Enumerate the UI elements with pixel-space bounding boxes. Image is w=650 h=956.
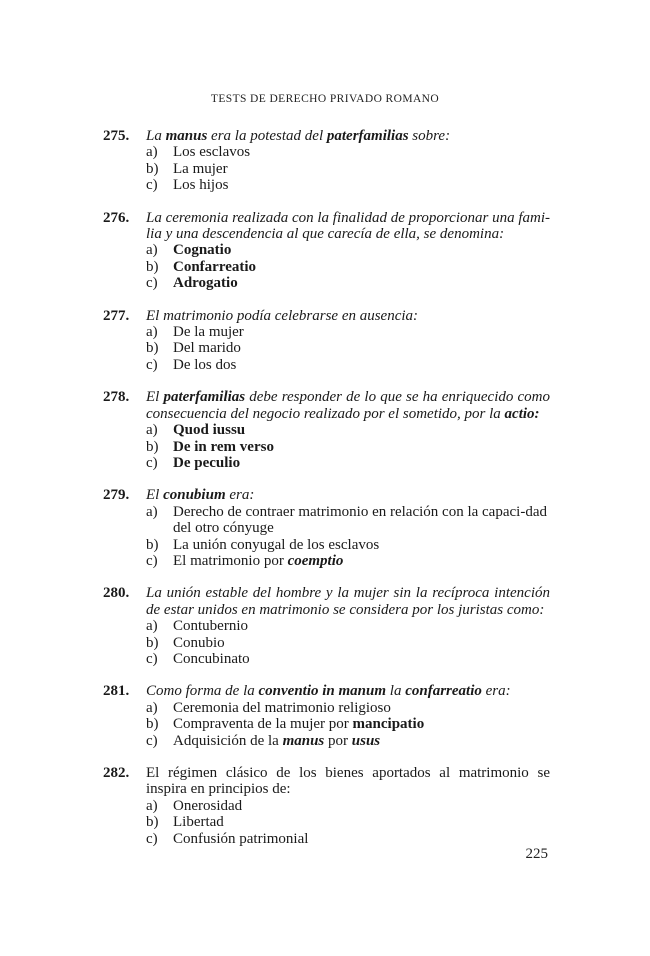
option-letter: c)	[146, 454, 158, 471]
option-letter: a)	[146, 699, 158, 716]
option-text	[173, 275, 550, 291]
question-text-segment: era:	[225, 487, 255, 504]
answer-options	[146, 144, 550, 193]
option-text-segment: Ceremonia del matrimonio religioso	[173, 699, 391, 716]
option-letter: c)	[146, 275, 158, 292]
option-letter: c)	[146, 177, 158, 194]
option-letter: c)	[146, 650, 158, 667]
answer-option	[146, 340, 550, 356]
question-key-term: manus	[165, 128, 208, 144]
question-item	[103, 585, 550, 667]
question-key-term: confarreatio	[405, 683, 482, 700]
answer-option	[146, 700, 550, 716]
option-letter: a)	[146, 422, 158, 439]
answer-option	[146, 716, 550, 732]
option-text	[173, 439, 550, 455]
option-text	[173, 814, 550, 830]
question-number: 277.	[103, 307, 130, 324]
answer-options	[146, 700, 550, 749]
option-text	[173, 144, 550, 160]
answer-option	[146, 275, 550, 291]
option-letter: b)	[146, 716, 159, 733]
answer-option	[146, 144, 550, 160]
option-key-term: Quod iussu	[173, 422, 246, 439]
option-text	[173, 455, 550, 471]
option-letter: a)	[146, 324, 158, 341]
option-text	[173, 537, 550, 553]
answer-option	[146, 814, 550, 830]
question-text	[146, 585, 550, 618]
option-letter: c)	[146, 356, 158, 373]
answer-options	[146, 504, 550, 570]
option-text-segment: Derecho de contraer matrimonio en relación con la capaci-dad del otro cónyuge	[173, 503, 547, 537]
question-item	[103, 128, 550, 194]
answer-option	[146, 651, 550, 667]
question-number: 278.	[103, 389, 130, 406]
option-text-segment: Los hijos	[173, 177, 229, 194]
option-text	[173, 324, 550, 340]
option-key-term: mancipatio	[352, 716, 425, 733]
answer-option	[146, 242, 550, 258]
running-header: TESTS DE DERECHO PRIVADO ROMANO	[210, 93, 440, 105]
question-number: 282.	[103, 765, 130, 781]
question-key-term: conventio in manum	[258, 683, 387, 700]
option-text	[173, 716, 550, 732]
option-text	[173, 259, 550, 275]
option-key-term: De peculio	[173, 454, 241, 471]
option-text-segment: Concubinato	[173, 650, 250, 667]
question-text-segment: era:	[481, 683, 511, 700]
answer-option	[146, 504, 550, 537]
option-text-segment: por	[324, 732, 352, 749]
option-text	[173, 553, 550, 569]
question-key-term: conubium	[163, 487, 226, 504]
option-letter: a)	[146, 503, 158, 520]
question-number: 280.	[103, 585, 130, 602]
option-letter: a)	[146, 618, 158, 635]
option-letter: b)	[146, 438, 159, 455]
question-key-term: paterfamilias	[326, 128, 409, 144]
question-text-segment: La unión estable del hombre y la mujer sin la recíproca intención de estar unidos en matrimonio se considera por los juristas como:	[146, 585, 550, 618]
question-key-term: actio:	[504, 405, 540, 422]
question-text-segment: debe responder de lo que se ha enriquecido como consecuencia del negocio realizado por el sometido, por la	[146, 389, 550, 422]
answer-option	[146, 733, 550, 749]
question-text-segment: El régimen clásico de los bienes aportados al matrimonio se inspira en principios de:	[146, 765, 550, 798]
answer-options	[146, 324, 550, 373]
option-letter: b)	[146, 258, 159, 275]
option-letter: b)	[146, 340, 159, 357]
option-text	[173, 798, 550, 814]
option-key-term: coemptio	[287, 552, 344, 569]
option-text-segment: Los esclavos	[173, 144, 251, 161]
question-item	[103, 765, 550, 847]
answer-options	[146, 242, 550, 291]
answer-option	[146, 357, 550, 373]
question-text-segment: era la potestad del	[207, 128, 327, 144]
option-text-segment: Compraventa de la mujer por	[173, 716, 353, 733]
option-key-term: Adrogatio	[173, 275, 238, 292]
question-number: 279.	[103, 487, 130, 504]
option-text-segment: La mujer	[173, 160, 228, 177]
question-stem	[103, 487, 550, 503]
option-text-segment: Contubernio	[173, 618, 248, 635]
question-text-segment: El	[146, 389, 164, 406]
page-number: 225	[525, 846, 548, 862]
option-text	[173, 161, 550, 177]
question-text	[146, 210, 550, 243]
question-text-segment: La	[146, 128, 166, 144]
question-text-segment: La ceremonia realizada con la finalidad de proporcionar una fami-lia y una descendencia al que carecía de ella, se denomina:	[146, 209, 550, 243]
question-text	[146, 487, 550, 503]
question-stem	[103, 683, 550, 699]
question-number: 276.	[103, 209, 130, 226]
option-letter: a)	[146, 797, 158, 814]
option-letter: c)	[146, 830, 158, 847]
question-text-segment: El	[146, 487, 164, 504]
option-letter: a)	[146, 144, 158, 161]
option-text-segment: Conubio	[173, 634, 225, 651]
question-text-segment: Como forma de la	[146, 683, 259, 700]
option-text-segment: Confusión patrimonial	[173, 830, 309, 847]
question-key-term: paterfamilias	[163, 389, 246, 406]
option-text	[173, 177, 550, 193]
option-text-segment: El matrimonio por	[173, 552, 288, 569]
option-text	[173, 651, 550, 667]
option-text-segment: Onerosidad	[173, 797, 243, 814]
question-text	[146, 683, 550, 699]
question-number: 281.	[103, 683, 130, 700]
answer-option	[146, 161, 550, 177]
question-text-segment: la	[386, 683, 406, 700]
option-text	[173, 422, 550, 438]
option-text-segment: Adquisición de la	[173, 732, 283, 749]
answer-option	[146, 259, 550, 275]
answer-option	[146, 439, 550, 455]
option-letter: b)	[146, 536, 159, 553]
answer-option	[146, 618, 550, 634]
option-key-term: Confarreatio	[173, 258, 257, 275]
answer-options	[146, 422, 550, 471]
option-key-term: Cognatio	[173, 242, 232, 259]
option-text	[173, 733, 550, 749]
question-text-segment: El matrimonio podía celebrarse en ausencia:	[146, 307, 419, 324]
option-text-segment: Libertad	[173, 814, 224, 831]
answer-options	[146, 618, 550, 667]
answer-option	[146, 831, 550, 847]
question-item	[103, 487, 550, 569]
question-stem	[103, 308, 550, 324]
answer-option	[146, 553, 550, 569]
question-text	[146, 389, 550, 422]
question-item	[103, 389, 550, 471]
option-letter: b)	[146, 814, 159, 831]
question-list	[103, 128, 550, 863]
option-text-segment: La unión conyugal de los esclavos	[173, 536, 380, 553]
question-item	[103, 683, 550, 749]
option-text	[173, 242, 550, 258]
answer-option	[146, 455, 550, 471]
option-text-segment: De la mujer	[173, 324, 244, 341]
option-key-term: De in rem verso	[173, 438, 274, 455]
question-stem	[103, 128, 550, 144]
question-item	[103, 308, 550, 374]
question-item	[103, 210, 550, 292]
option-text	[173, 635, 550, 651]
option-letter: c)	[146, 732, 158, 749]
option-letter: b)	[146, 160, 159, 177]
question-number: 275.	[103, 128, 130, 144]
question-text	[146, 128, 550, 144]
question-stem	[103, 389, 550, 422]
answer-option	[146, 798, 550, 814]
question-text	[146, 765, 550, 798]
answer-option	[146, 635, 550, 651]
option-text	[173, 831, 550, 847]
option-text	[173, 700, 550, 716]
option-key-term: manus	[282, 732, 325, 749]
option-text	[173, 504, 550, 537]
answer-option	[146, 422, 550, 438]
answer-options	[146, 798, 550, 847]
question-stem	[103, 210, 550, 243]
answer-option	[146, 324, 550, 340]
option-key-term: usus	[351, 732, 381, 749]
question-text-segment: sobre:	[408, 128, 451, 144]
option-text	[173, 357, 550, 373]
question-stem	[103, 585, 550, 618]
option-letter: b)	[146, 634, 159, 651]
option-text	[173, 618, 550, 634]
option-letter: a)	[146, 242, 158, 259]
question-text	[146, 308, 550, 324]
answer-option	[146, 177, 550, 193]
option-letter: c)	[146, 552, 158, 569]
question-stem	[103, 765, 550, 798]
option-text	[173, 340, 550, 356]
answer-option	[146, 537, 550, 553]
option-text-segment: De los dos	[173, 356, 237, 373]
option-text-segment: Del marido	[173, 340, 241, 357]
